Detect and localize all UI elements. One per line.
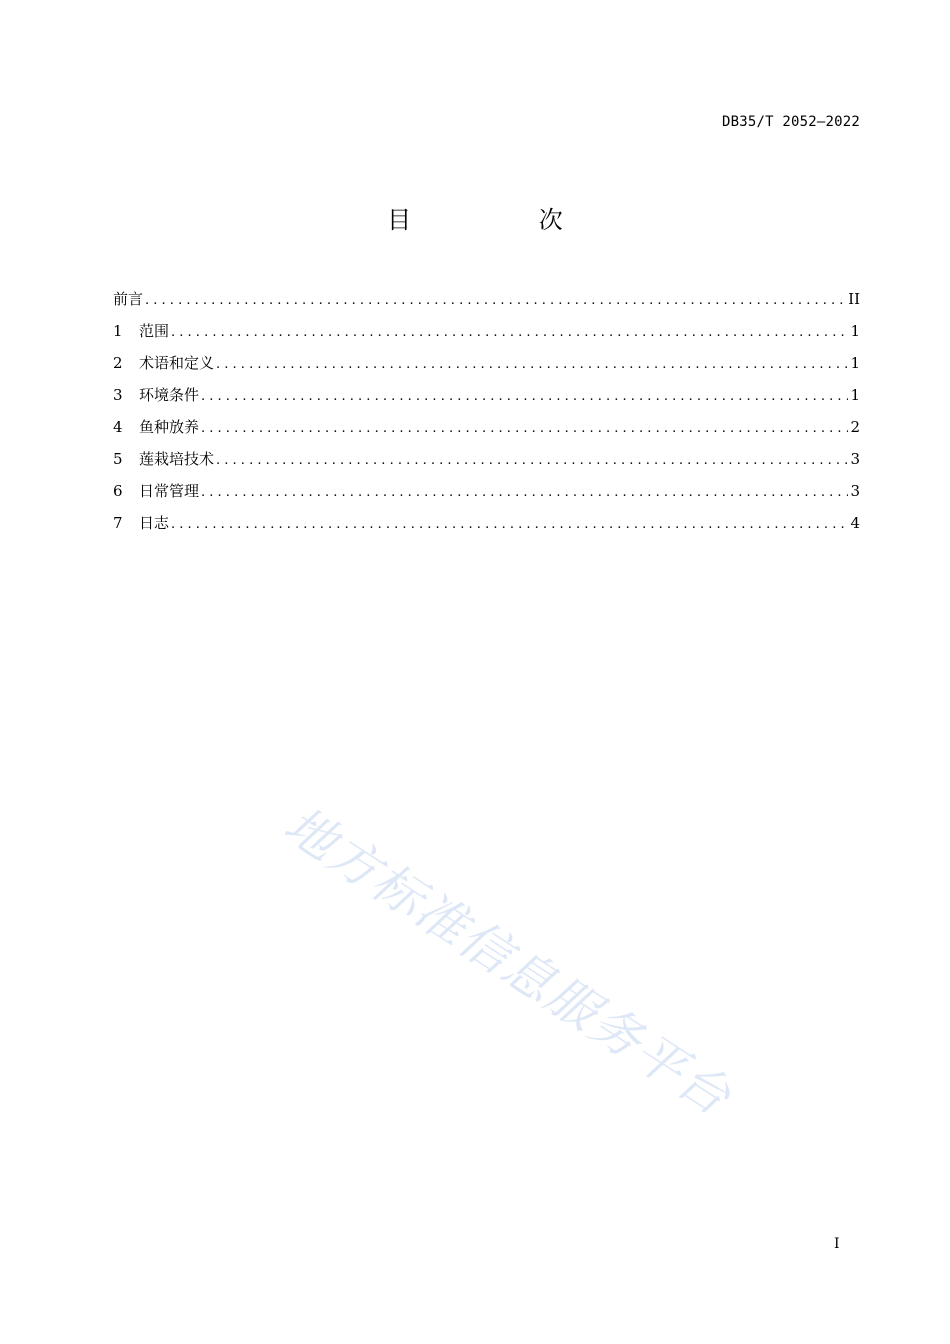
toc-leader-dots [201,418,848,440]
toc-leader-dots [216,450,848,472]
document-code: DB35/T 2052—2022 [721,114,860,130]
toc-entry-label: 莲栽培技术 [139,450,215,468]
page-number: I [834,1236,840,1252]
toc-entry-page: 1 [850,386,860,404]
toc-entry-environment[interactable] [113,384,860,416]
toc-leader-dots [171,322,848,344]
toc-entry-number: 3 [113,386,123,404]
toc-leader-dots [171,514,848,536]
toc-entry-label: 日常管理 [139,482,200,500]
toc-list [113,288,860,544]
watermark-text: 地方标准信息服务平台 [273,795,742,1128]
toc-entry-number: 7 [113,514,123,532]
toc-entry-page: 3 [850,482,860,500]
toc-entry-label: 术语和定义 [139,354,215,372]
toc-entry-log[interactable] [113,512,860,544]
toc-entry-number: 5 [113,450,123,468]
toc-entry-label: 鱼种放养 [139,418,200,436]
toc-entry-daily-management[interactable] [113,480,860,512]
toc-entry-label: 范围 [139,322,170,340]
toc-entry-number: 2 [113,354,123,372]
toc-leader-dots [201,386,848,408]
toc-entry-label: 日志 [139,514,170,532]
toc-entry-terms[interactable] [113,352,860,384]
toc-entry-page: 4 [850,514,860,532]
toc-leader-dots [145,290,846,312]
toc-entry-page: 1 [850,354,860,372]
toc-entry-number: 4 [113,418,123,436]
toc-entry-number: 1 [113,322,123,340]
toc-leader-dots [216,354,848,376]
toc-entry-page: 2 [850,418,860,436]
toc-entry-label: 环境条件 [139,386,200,404]
toc-entry-page: II [848,290,860,308]
toc-title: 目 次 [387,206,623,234]
toc-entry-label: 前言 [113,290,144,308]
toc-leader-dots [201,482,848,504]
toc-entry-page: 3 [850,450,860,468]
toc-entry-lotus-cultivation[interactable] [113,448,860,480]
toc-entry-foreword[interactable] [113,288,860,320]
toc-entry-scope[interactable] [113,320,860,352]
toc-entry-fish-stocking[interactable] [113,416,860,448]
toc-entry-number: 6 [113,482,123,500]
toc-entry-page: 1 [850,322,860,340]
